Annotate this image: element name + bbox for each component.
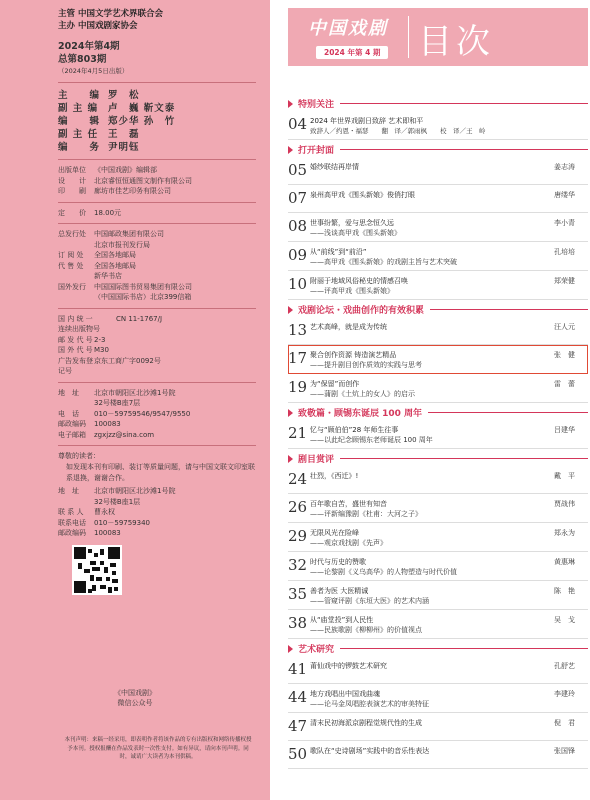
publication-block	[58, 165, 270, 197]
entry-text	[308, 244, 554, 267]
section-rule	[428, 412, 588, 413]
entry-text	[308, 159, 554, 181]
entry-subtitle: ——浅谈高甲戏《围头新娘》	[310, 229, 401, 237]
entry-subtitle: ——评高甲戏《围头新娘》	[310, 287, 394, 295]
entry-title: 清末民初海派京剧程觉规代性的生成	[310, 719, 422, 727]
code-label: 国 内 统 一 连续出版物号	[58, 314, 100, 333]
page-number: 09	[288, 246, 308, 264]
wechat-qr-code	[72, 545, 122, 595]
banner-divider	[408, 16, 409, 58]
entry-author: 倪 君	[554, 719, 575, 727]
editor-name: 卢 巍 靳文泰	[108, 103, 176, 114]
toc-entry[interactable]	[288, 684, 588, 713]
toc-entry[interactable]	[288, 523, 588, 552]
entry-text	[308, 319, 554, 341]
entry-text	[308, 496, 554, 519]
editor-role: 编 务	[58, 142, 101, 153]
entry-text	[308, 525, 554, 548]
publication-value: 《中国戏剧》编辑部	[94, 166, 157, 174]
masthead-column	[0, 0, 270, 800]
entry-title: 歌队在“史诗剧场”实践中的音乐性表达	[310, 747, 430, 755]
entry-text	[308, 215, 554, 238]
toc-entry[interactable]	[288, 213, 588, 242]
reader-contact-value: 32号楼B座1层	[94, 497, 141, 506]
entry-text	[308, 686, 554, 709]
publication-value: 北京睿恒恒通图文制作有限公司	[94, 176, 192, 185]
reader-contact-label: 联 系 人	[58, 508, 84, 516]
entry-subtitle: ——论黎剧《义乌高华》的人物塑造与时代价值	[310, 568, 457, 576]
page-number: 24	[288, 470, 308, 488]
contact-row	[58, 430, 270, 441]
toc-entry[interactable]	[288, 157, 588, 185]
reader-notice-text: 如发现本刊有印刷、装订等质量问题，请与中国文联文印室联系退换，谢谢合作。	[66, 463, 255, 482]
page-number: 41	[288, 660, 308, 678]
entry-text	[308, 187, 554, 209]
contact-label: 电子邮箱	[58, 430, 86, 439]
issue-number: 2024年第4期	[58, 41, 120, 52]
publication-row	[58, 165, 270, 176]
entry-author: 戴 平	[554, 472, 575, 480]
distribution-value: 全国各地邮局	[94, 261, 136, 270]
distribution-value: 新华书店	[94, 272, 122, 280]
publication-label: 印 刷	[58, 187, 86, 195]
editor-name: 郑少华 孙 竹	[108, 116, 176, 127]
entry-text	[308, 612, 554, 635]
toc-entry[interactable]	[288, 185, 588, 213]
reader-contact-row	[58, 528, 270, 539]
reader-contact-row	[58, 486, 270, 497]
reader-contact-label: 联系电话	[58, 518, 86, 527]
section-title: 剧目赏评	[298, 455, 335, 465]
section-marker-icon	[288, 645, 293, 653]
code-value: M30	[94, 346, 109, 354]
distribution-row	[58, 250, 270, 261]
entry-author: 黄惠琳	[554, 558, 575, 566]
page-number: 17	[288, 349, 308, 367]
total-issue-number: 总第803期	[58, 54, 107, 65]
publication-row	[58, 176, 270, 187]
publication-label: 设 计	[58, 176, 86, 185]
entry-title: 艺术高峰，就是成为传统	[310, 323, 387, 331]
toc-entry[interactable]	[288, 345, 588, 374]
entry-text	[308, 658, 554, 680]
entry-subtitle: ——蒲剧《土炕上的女人》的启示	[310, 390, 415, 398]
reader-contact-label: 邮政编码	[58, 529, 86, 537]
distribution-label	[58, 240, 94, 251]
distribution-label	[58, 292, 94, 303]
section-title: 打开封面	[298, 146, 335, 156]
entry-title: 善者为医 大医精诚	[310, 587, 369, 595]
reader-contact-row	[58, 507, 270, 518]
issue-badge: 2024 年第 4 期	[316, 46, 388, 59]
contact-value: 100083	[94, 420, 121, 428]
editorial-staff	[58, 89, 270, 154]
section-rule	[340, 458, 588, 459]
distribution-label: 总发行处	[58, 230, 86, 238]
entry-text	[308, 273, 554, 296]
entry-author: 郑永为	[554, 529, 575, 537]
code-label: 邮 发 代 号	[58, 335, 93, 344]
toc-entry[interactable]	[288, 741, 588, 769]
sponsor-line: 主办 中国戏剧家协会	[58, 21, 138, 31]
editor-name: 王 磊	[108, 129, 140, 140]
publisher-line: 主管 中国文学艺术界联合会	[58, 9, 163, 19]
reader-contact-label: 地 址	[58, 487, 79, 495]
section-rule	[340, 103, 588, 104]
code-value: 2-3	[94, 335, 106, 344]
entry-author: 吴 戈	[554, 616, 575, 624]
editor-role: 主 编	[58, 90, 101, 101]
entry-text	[308, 422, 554, 445]
reader-contact-value: 010－59759340	[94, 518, 150, 527]
section-rule	[340, 149, 588, 150]
page-number: 04	[288, 115, 308, 133]
entry-subtitle: ——以此纪念顾锡东老师诞辰 100 周年	[310, 436, 433, 444]
contents-banner	[288, 8, 588, 66]
page-number: 08	[288, 217, 308, 235]
entry-title: 婚纱联结再岸情	[310, 163, 359, 171]
page-number: 32	[288, 556, 308, 574]
section-title: 致敬篇・顾锡东诞辰 100 周年	[298, 409, 423, 419]
divider	[58, 382, 256, 383]
entry-subtitle: ——民族歌剧《柳柳州》的价值视点	[310, 626, 422, 634]
contact-row	[58, 419, 270, 430]
code-row	[58, 345, 270, 356]
toc-entry[interactable]	[288, 420, 588, 449]
publication-row	[58, 186, 270, 197]
editor-name: 尹明钰	[108, 142, 140, 153]
contact-block	[58, 388, 270, 441]
contact-row	[58, 398, 270, 409]
distribution-value: 全国各地邮局	[94, 251, 136, 259]
entry-text	[308, 554, 554, 577]
section-title: 艺术研究	[298, 645, 335, 655]
page-number: 38	[288, 614, 308, 632]
entry-title: 莆仙戏中的锣鼓艺术研究	[310, 662, 387, 670]
code-row	[58, 335, 270, 346]
toc-entry[interactable]	[288, 466, 588, 494]
publication-value: 廊坊市佳艺印务有限公司	[94, 187, 171, 195]
distribution-label	[58, 271, 94, 282]
table-of-contents	[288, 94, 588, 769]
section-rule	[340, 648, 588, 649]
toc-entry[interactable]	[288, 552, 588, 581]
contact-row	[58, 409, 270, 420]
entry-subtitle: ——管窥评剧《东垣大医》的艺术内涵	[310, 597, 429, 605]
entry-title: 壮烈，《西迁》!	[310, 472, 359, 480]
editor-row	[58, 128, 270, 141]
entry-title: 为“保留”而创作	[310, 380, 360, 388]
editor-row	[58, 102, 270, 115]
section-header	[288, 451, 588, 466]
section-marker-icon	[288, 146, 293, 154]
divider	[58, 223, 256, 224]
section-marker-icon	[288, 100, 293, 108]
registration-codes	[58, 314, 270, 377]
distribution-row	[58, 261, 270, 272]
code-value: CN 11-1767/J	[116, 314, 163, 323]
page-number: 05	[288, 161, 308, 179]
editor-row	[58, 115, 270, 128]
distribution-value: 中国邮政集团有限公司	[94, 230, 164, 238]
code-value: 京东工商广字0092号	[94, 356, 161, 365]
publication-date: （2024年4月5日出版）	[58, 67, 129, 75]
contact-label	[58, 398, 94, 409]
distribution-row	[58, 240, 270, 251]
divider	[58, 308, 256, 309]
entry-author: 吕建华	[554, 426, 575, 434]
contact-label: 邮政编码	[58, 420, 86, 428]
distribution-block	[58, 229, 270, 303]
entry-author: 郑荣健	[554, 277, 575, 285]
editor-role: 副 主 编	[58, 103, 99, 114]
entry-title: 世事纷繁，爱与思念恒久远	[310, 219, 394, 227]
toc-entry[interactable]	[288, 656, 588, 684]
wechat-caption: 《中国戏剧》 微信公众号	[114, 689, 156, 707]
entry-author: 孔舒艺	[554, 662, 575, 670]
toc-entry[interactable]	[288, 713, 588, 741]
distribution-value: 中国国际图书贸易集团有限公司	[94, 282, 192, 291]
contact-value: 010－59759546/9547/9550	[94, 409, 191, 418]
entry-title: 从“庙堂投”到人民性	[310, 616, 374, 624]
entry-title: 2024 年世界戏剧日致辞 艺术即和平	[310, 117, 424, 125]
entry-title: 忆与“顾伯伯”28 年师生往事	[310, 426, 399, 434]
reader-contact-row	[58, 518, 270, 529]
toc-entry[interactable]	[288, 374, 588, 403]
issue-info	[58, 40, 270, 77]
entry-text	[308, 743, 554, 765]
section-header	[288, 641, 588, 656]
entry-author: 贾战伟	[554, 500, 575, 508]
distribution-label: 代 售 处	[58, 261, 84, 270]
entry-author: 唐缕华	[554, 191, 575, 199]
reader-contact-value: 100083	[94, 529, 121, 537]
page-number: 35	[288, 585, 308, 603]
section-header	[288, 302, 588, 317]
distribution-row	[58, 271, 270, 282]
section-header	[288, 96, 588, 111]
entry-author: 李建玲	[554, 690, 575, 698]
editor-name: 罗 松	[108, 90, 140, 101]
entry-subtitle: ——高甲戏《围头新娘》的戏剧主旨与艺术突破	[310, 258, 457, 266]
contents-title: 目次	[418, 22, 494, 62]
toc-entry[interactable]	[288, 581, 588, 610]
distribution-value: （中国国际书店）北京399信箱	[94, 293, 192, 301]
entry-text	[308, 468, 554, 490]
code-row	[58, 314, 270, 335]
entry-subtitle: ——观京戏找剧《先声》	[310, 539, 387, 547]
section-rule	[430, 309, 588, 310]
code-row	[58, 356, 270, 377]
page-number: 47	[288, 717, 308, 735]
page-number: 21	[288, 424, 308, 442]
entry-title: 附丽于地域风俗秘史的情感召唤	[310, 277, 408, 285]
entry-text	[308, 113, 588, 136]
contact-row	[58, 388, 270, 399]
divider	[58, 82, 256, 83]
section-marker-icon	[288, 455, 293, 463]
distribution-row	[58, 282, 270, 293]
page-number: 13	[288, 321, 308, 339]
entry-text	[308, 715, 554, 737]
entry-title: 无限风光在险峰	[310, 529, 359, 537]
contents-column	[280, 0, 590, 800]
page-number: 44	[288, 688, 308, 706]
entry-title: 泉州高甲戏《围头新娘》俊俏打眼	[310, 191, 415, 199]
section-header	[288, 405, 588, 420]
section-marker-icon	[288, 409, 293, 417]
contact-label: 电 话	[58, 409, 79, 418]
code-label: 广告发布登记号	[58, 356, 93, 375]
copyright-statement: 本刊声明：来稿一经采用，即表明作者将该作品的专有出版权和网络传播权授予本刊。授权报酬在作品发表时一次性支付。如有异议，请向本刊声明。同时，诚请广大读者为本刊供稿。	[64, 737, 252, 760]
distribution-label: 订 阅 处	[58, 251, 84, 259]
reader-contact-row	[58, 497, 270, 508]
section-title: 特别关注	[298, 100, 335, 110]
entry-title: 聚合创作资源 铸造演艺精品	[310, 351, 397, 359]
reader-contact-label	[58, 497, 94, 508]
reader-contact-value: 北京市朝阳区北沙滩1号院	[94, 487, 176, 495]
code-label: 国 外 代 号	[58, 346, 93, 354]
contact-value: 32号楼B座7层	[94, 399, 141, 407]
distribution-row	[58, 229, 270, 240]
page-number: 10	[288, 275, 308, 293]
section-header	[288, 142, 588, 157]
editor-row	[58, 89, 270, 102]
editor-role: 编 辑	[58, 116, 101, 127]
entry-title: 地方戏唱出中国戏曲魂	[310, 690, 380, 698]
toc-entry[interactable]	[288, 242, 588, 271]
entry-author: 张国锋	[554, 747, 575, 755]
contact-value: zgxjzz@sina.com	[94, 430, 155, 439]
divider	[58, 202, 256, 203]
entry-subtitle: ——评新编豫剧《杜甫：大河之子》	[310, 510, 422, 518]
entry-byline: 致辞人／约恩・福瑟 翻 译／郭雨枫 校 译／王 岭	[310, 127, 486, 135]
entry-title: 从“前线”到“前沿”	[310, 248, 367, 256]
reader-contact-value: 曹永权	[94, 508, 115, 516]
reader-notice-title: 尊敬的读者：	[58, 452, 100, 460]
entry-author: 姜志涛	[554, 163, 575, 171]
divider	[58, 445, 256, 446]
entry-text	[308, 583, 554, 606]
reader-contact-block	[58, 486, 270, 539]
page-number: 50	[288, 745, 308, 763]
contact-value: 北京市朝阳区北沙滩1号院	[94, 388, 176, 397]
section-title: 戏剧论坛・戏曲创作的有效积累	[298, 306, 425, 316]
page-number: 26	[288, 498, 308, 516]
entry-text	[308, 376, 554, 399]
entry-author: 陈 艳	[554, 587, 575, 595]
toc-entry[interactable]	[288, 271, 588, 300]
entry-subtitle: ——提升剧目创作质效的实践与思考	[310, 361, 422, 369]
distribution-value: 北京市报刊发行局	[94, 240, 150, 249]
entry-author: 张 健	[554, 351, 575, 359]
entry-author: 汪人元	[554, 323, 575, 331]
entry-author: 李小青	[554, 219, 575, 227]
entry-author: 孔培培	[554, 248, 575, 256]
page-number: 19	[288, 378, 308, 396]
page-number: 29	[288, 527, 308, 545]
toc-entry[interactable]	[288, 494, 588, 523]
price-row: 定 价 18.00元	[58, 208, 122, 217]
entry-title: 百年歌自苦，盛世有知音	[310, 500, 387, 508]
editor-role: 副 主 任	[58, 129, 99, 140]
editor-row	[58, 141, 270, 154]
toc-entry[interactable]	[288, 111, 588, 140]
magazine-logo: 中国戏剧	[308, 18, 388, 39]
section-marker-icon	[288, 306, 293, 314]
entry-title: 时代与历史的赞歌	[310, 558, 366, 566]
entry-text	[308, 347, 554, 370]
contact-label: 地 址	[58, 388, 79, 397]
page-number: 07	[288, 189, 308, 207]
publication-label: 出版单位	[58, 166, 86, 174]
toc-entry[interactable]	[288, 317, 588, 345]
entry-subtitle: ——论马金凤唱腔表演艺术的审美特征	[310, 700, 429, 708]
toc-entry[interactable]	[288, 610, 588, 639]
distribution-label: 国外发行	[58, 282, 86, 291]
divider	[58, 159, 256, 160]
entry-author: 雷 蕾	[554, 380, 575, 388]
distribution-row	[58, 292, 270, 303]
